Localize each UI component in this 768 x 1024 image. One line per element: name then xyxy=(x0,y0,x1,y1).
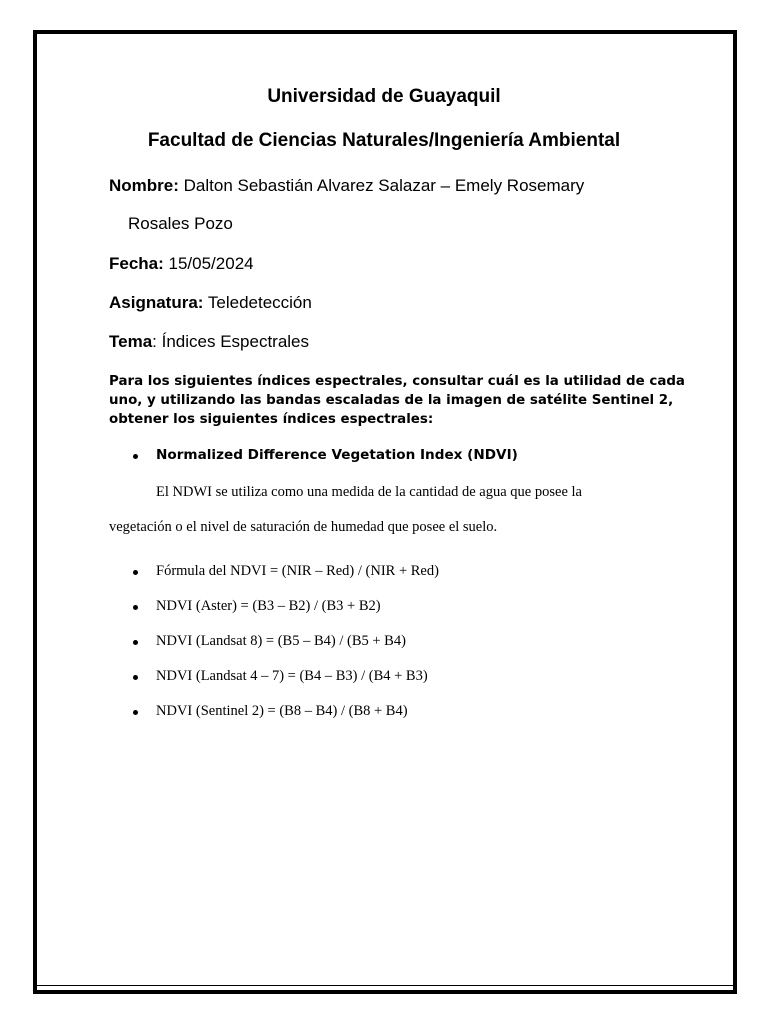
formula-item: NDVI (Landsat 4 – 7) = (B4 – B3) / (B4 + B3) xyxy=(156,668,428,684)
instructions-paragraph xyxy=(109,372,685,429)
formula-item: NDVI (Landsat 8) = (B5 – B4) / (B5 + B4) xyxy=(156,633,406,649)
asignatura-label: Asignatura: xyxy=(109,293,204,312)
instructions-line: Para los siguientes índices espectrales, consultar cuál es la utilidad de cada xyxy=(109,374,685,389)
ndvi-description-line-1: El NDWI se utiliza como una medida de la cantidad de agua que posee la xyxy=(156,484,582,500)
bullet-icon xyxy=(133,640,138,645)
instructions-line: uno, y utilizando las bandas escaladas de la imagen de satélite Sentinel 2, xyxy=(109,393,674,408)
ndvi-description-line-2: vegetación o el nivel de saturación de humedad que posee el suelo. xyxy=(109,519,498,535)
tema-line xyxy=(109,332,309,352)
nombre-label: Nombre: xyxy=(109,176,179,195)
bullet-icon xyxy=(133,605,138,610)
instructions-line: obtener los siguientes índices espectrales: xyxy=(109,412,434,427)
university-title: Universidad de Guayaquil xyxy=(267,86,501,107)
tema-value: : Índices Espectrales xyxy=(152,332,310,351)
bullet-icon xyxy=(133,710,138,715)
bullet-icon xyxy=(133,675,138,680)
nombre-line-1 xyxy=(109,176,584,196)
page-border xyxy=(33,30,737,994)
nombre-line-2: Rosales Pozo xyxy=(128,214,233,233)
faculty-title: Facultad de Ciencias Naturales/Ingeniería Ambiental xyxy=(147,130,621,151)
bullet-icon xyxy=(133,570,138,575)
bullet-icon xyxy=(133,454,138,459)
asignatura-line xyxy=(109,293,312,313)
ndvi-heading: Normalized Difference Vegetation Index (NDVI) xyxy=(156,447,518,463)
nombre-value: Dalton Sebastián Alvarez Salazar – Emely Rosemary xyxy=(178,176,585,195)
formula-item: NDVI (Sentinel 2) = (B8 – B4) / (B8 + B4) xyxy=(156,703,408,719)
formula-item: NDVI (Aster) = (B3 – B2) / (B3 + B2) xyxy=(156,598,381,614)
page-border-bottom-rule xyxy=(37,985,733,986)
fecha-label: Fecha: xyxy=(109,254,164,273)
fecha-line xyxy=(109,254,254,274)
asignatura-value: Teledetección xyxy=(203,293,312,312)
fecha-value: 15/05/2024 xyxy=(163,254,254,273)
formula-item: Fórmula del NDVI = (NIR – Red) / (NIR + Red) xyxy=(156,563,439,579)
tema-label: Tema xyxy=(109,332,153,351)
